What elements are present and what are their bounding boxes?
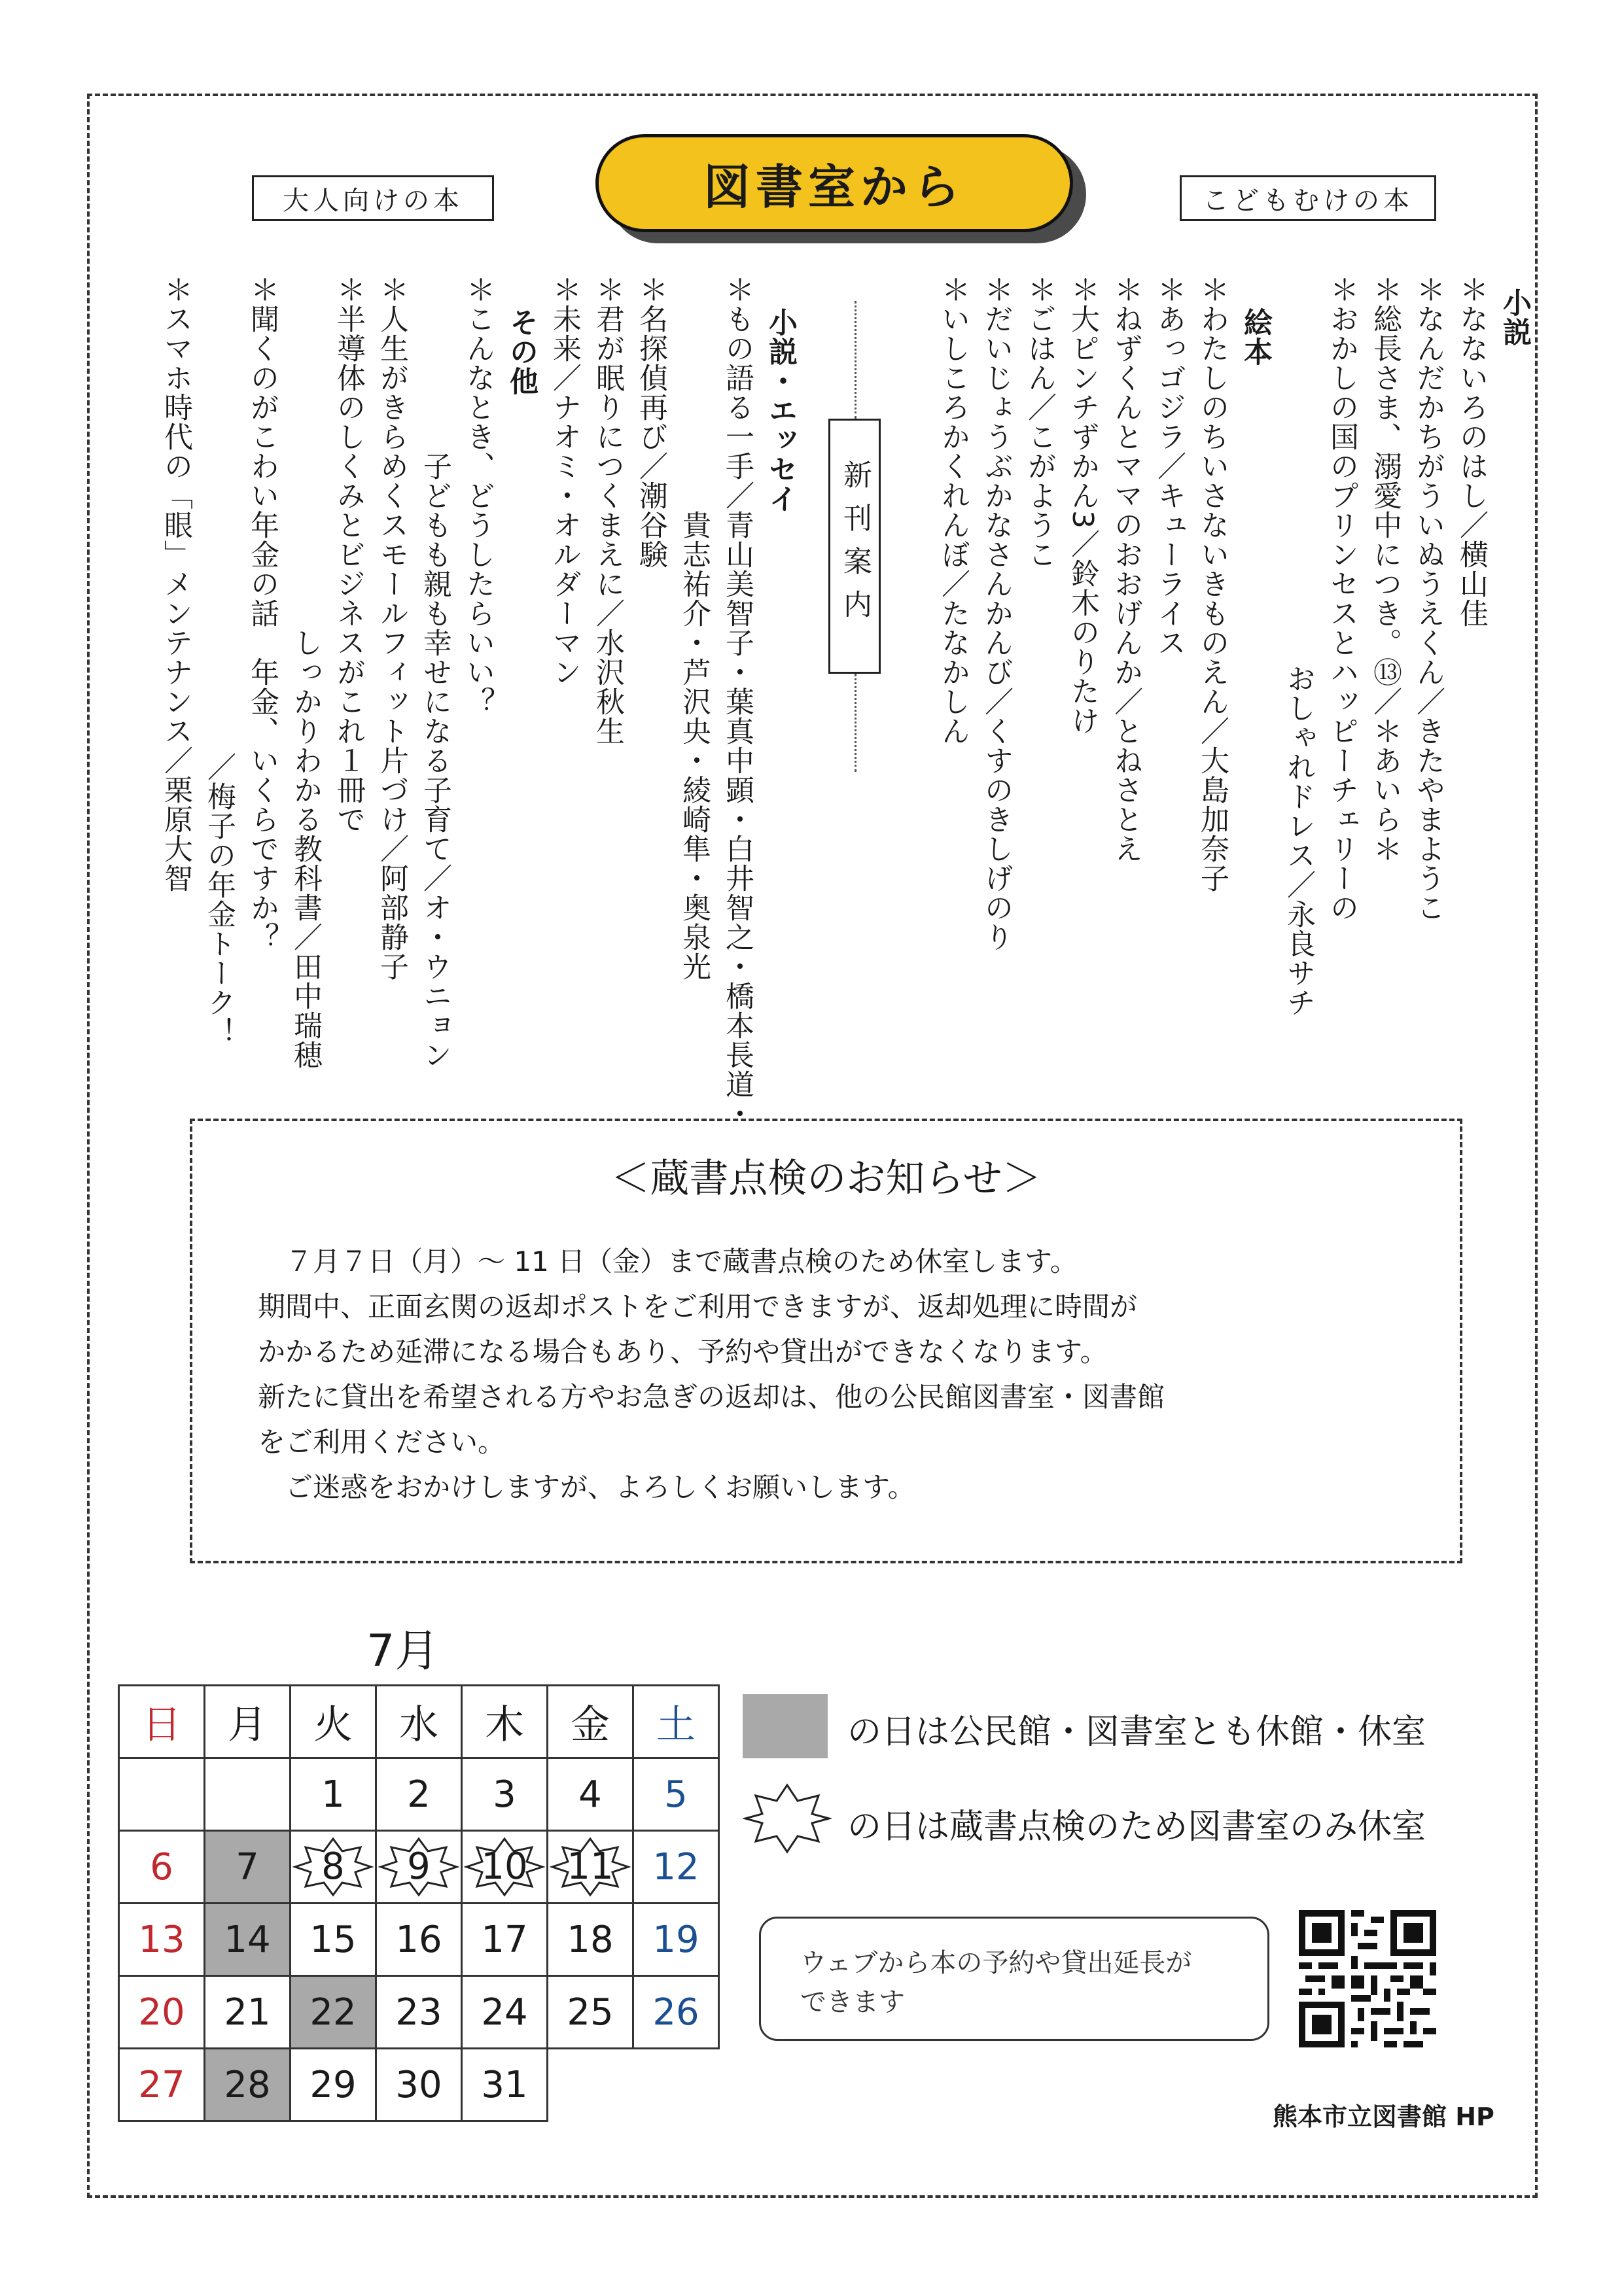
calendar-day: 1 xyxy=(291,1758,376,1831)
weekday-header: 日 xyxy=(119,1686,205,1758)
book-item: しっかりわかる教科書／田中瑞穂 xyxy=(289,628,322,1070)
notice-line: ７月７日（月）～ 11 日（金）まで蔵書点検のため休室します。 xyxy=(258,1245,1078,1278)
picture-book-heading: 絵本 xyxy=(1239,307,1272,366)
weekday-header: 月 xyxy=(205,1686,291,1758)
divider-bottom xyxy=(855,674,856,772)
book-item: ＊おかしの国のプリンセスとハッピーチェリーの xyxy=(1325,275,1358,922)
calendar-day: 5 xyxy=(633,1758,719,1831)
inspection-notice xyxy=(190,1119,1462,1563)
book-item: ＊わたしのちいさないきものえん／大島加奈子 xyxy=(1195,275,1229,893)
calendar-day: 14 xyxy=(205,1904,291,1976)
closed-legend-swatch xyxy=(743,1694,828,1758)
calendar-day: 7 xyxy=(205,1831,291,1904)
book-item: ＊人生がきらめくスモールフィット片づけ／阿部静子 xyxy=(375,275,408,981)
notice-line: をご利用ください。 xyxy=(258,1426,506,1458)
calendar-day: 23 xyxy=(376,1976,462,2049)
day-number: 11 xyxy=(567,1845,614,1888)
calendar-empty xyxy=(119,1758,205,1831)
inspection-day xyxy=(464,1837,545,1897)
notice-line: かかるため延滞になる場合もあり、予約や貸出ができなくなります。 xyxy=(258,1336,1108,1368)
calendar-empty xyxy=(205,1758,291,1831)
book-item: ＊いしころかくれんぼ／たなかしん xyxy=(936,275,970,746)
book-item: ／梅子の年金トーク！ xyxy=(202,752,236,1047)
notice-line: 期間中、正面玄関の返却ポストをご利用できますが、返却処理に時間が xyxy=(258,1291,1138,1323)
calendar-day xyxy=(376,1831,462,1904)
calendar-blank xyxy=(548,2049,633,2121)
notice-title: ＜蔵書点検のお知らせ＞ xyxy=(610,1156,1042,1202)
web-text-line: できます xyxy=(800,1987,905,2017)
calendar-day: 3 xyxy=(462,1758,548,1831)
weekday-header: 水 xyxy=(376,1686,462,1758)
calendar-day: 12 xyxy=(633,1831,719,1904)
calendar-day: 24 xyxy=(462,1976,548,2049)
calendar-day xyxy=(462,1831,548,1904)
book-item: 子どもも親も幸せになる子育て／オ・ウニョン xyxy=(418,451,451,1070)
calendar-day: 16 xyxy=(376,1904,462,1976)
calendar-day: 25 xyxy=(548,1976,633,2049)
calendar-day: 4 xyxy=(548,1758,633,1831)
calendar-day: 21 xyxy=(205,1976,291,2049)
calendar-day: 27 xyxy=(119,2049,205,2121)
children-novel-heading: 小説 xyxy=(1498,288,1531,347)
book-item: ＊半導体のしくみとビジネスがこれ１冊で xyxy=(332,275,365,834)
calendar-day xyxy=(548,1831,633,1904)
notice-line: 新たに貸出を希望される方やお急ぎの返却は、他の公民館図書室・図書館 xyxy=(258,1381,1165,1413)
adult-books-label: 大人向けの本 xyxy=(252,175,494,221)
calendar-day: 15 xyxy=(291,1904,376,1976)
inspection-day xyxy=(550,1837,631,1897)
inspection-day xyxy=(292,1837,374,1897)
day-number: 8 xyxy=(321,1845,345,1888)
calendar-day: 6 xyxy=(119,1831,205,1904)
weekday-header: 金 xyxy=(548,1686,633,1758)
star-legend-icon xyxy=(743,1783,832,1854)
calendar xyxy=(118,1684,720,2122)
calendar-day: 29 xyxy=(291,2049,376,2121)
book-item: ＊ごはん／こがようこ xyxy=(1023,275,1056,569)
book-item: ＊大ピンチずかん3／鈴木のりたけ xyxy=(1066,275,1099,735)
book-item: ＊あっゴジラ／キューライス xyxy=(1152,275,1186,657)
book-item: ＊名探偵再び／潮谷験 xyxy=(634,275,667,569)
web-text-line: ウェブから本の予約や貸出延長が xyxy=(800,1948,1192,1978)
book-item: ＊未来／ナオミ・オルダーマン xyxy=(548,275,581,687)
calendar-month: 7月 xyxy=(366,1626,440,1677)
weekday-header: 火 xyxy=(291,1686,376,1758)
book-item: ＊なんだかちがういぬうえくん／きたやまようこ xyxy=(1411,275,1445,922)
calendar-day: 31 xyxy=(462,2049,548,2121)
page-title: 図書室から xyxy=(595,134,1073,232)
book-item: 貴志祐介・芦沢央・綾崎隼・奥泉光 xyxy=(677,510,711,981)
notice-body xyxy=(258,1239,1436,1510)
book-item: おしゃれドレス／永良サチ xyxy=(1282,664,1315,1017)
new-arrivals-label: 新刊案内 xyxy=(828,419,881,674)
inspection-day xyxy=(378,1837,459,1897)
essay-heading: 小説・エッセイ xyxy=(764,307,797,513)
inspection-legend-text: の日は蔵書点検のため図書室のみ休室 xyxy=(847,1807,1426,1847)
web-reservation-box xyxy=(759,1917,1269,2041)
library-homepage-label: 熊本市立図書館 HP xyxy=(1273,2102,1494,2131)
book-item: ＊君が眠りにつくまえに／水沢秋生 xyxy=(591,275,624,746)
closed-legend-text: の日は公民館・図書室とも休館・休室 xyxy=(847,1713,1426,1752)
calendar-day: 30 xyxy=(376,2049,462,2121)
notice-line: ご迷惑をおかけしますが、よろしくお願いします。 xyxy=(258,1471,915,1503)
calendar-day: 20 xyxy=(119,1976,205,2049)
weekday-header: 土 xyxy=(633,1686,719,1758)
book-item: ＊総長さま、溺愛中につき。⑬／＊あいら＊ xyxy=(1368,275,1402,863)
calendar-day: 28 xyxy=(205,2049,291,2121)
book-item: ＊聞くのがこわい年金の話 年金、いくらですか？ xyxy=(245,275,279,952)
children-books-label: こどもむけの本 xyxy=(1180,175,1436,221)
calendar-blank xyxy=(633,2049,719,2121)
qr-code-icon[interactable] xyxy=(1299,1910,1436,2047)
other-heading: その他 xyxy=(504,307,538,396)
book-item: ＊だいじょうぶかなさんかんび／くすのきしげのり xyxy=(980,275,1013,952)
divider-top xyxy=(855,301,856,419)
weekday-header: 木 xyxy=(462,1686,548,1758)
day-number: 9 xyxy=(407,1845,431,1888)
day-number: 10 xyxy=(481,1845,528,1888)
book-item: ＊もの語る一手／青山美智子・葉真中顕・白井智之・橋本長道・ xyxy=(720,275,754,1128)
calendar-day xyxy=(291,1831,376,1904)
book-item: ＊こんなとき、どうしたらいい？ xyxy=(461,275,495,716)
calendar-day: 19 xyxy=(633,1904,719,1976)
book-item: ＊なないろのはし／横山佳 xyxy=(1455,275,1488,628)
calendar-day: 2 xyxy=(376,1758,462,1831)
calendar-day: 26 xyxy=(633,1976,719,2049)
calendar-day: 17 xyxy=(462,1904,548,1976)
calendar-day: 18 xyxy=(548,1904,633,1976)
calendar-day: 13 xyxy=(119,1904,205,1976)
book-item: ＊スマホ時代の「眼」メンテナンス／栗原大智 xyxy=(159,275,192,893)
book-item: ＊ねずくんとママのおおげんか／とねさとえ xyxy=(1109,275,1142,863)
calendar-day: 22 xyxy=(291,1976,376,2049)
